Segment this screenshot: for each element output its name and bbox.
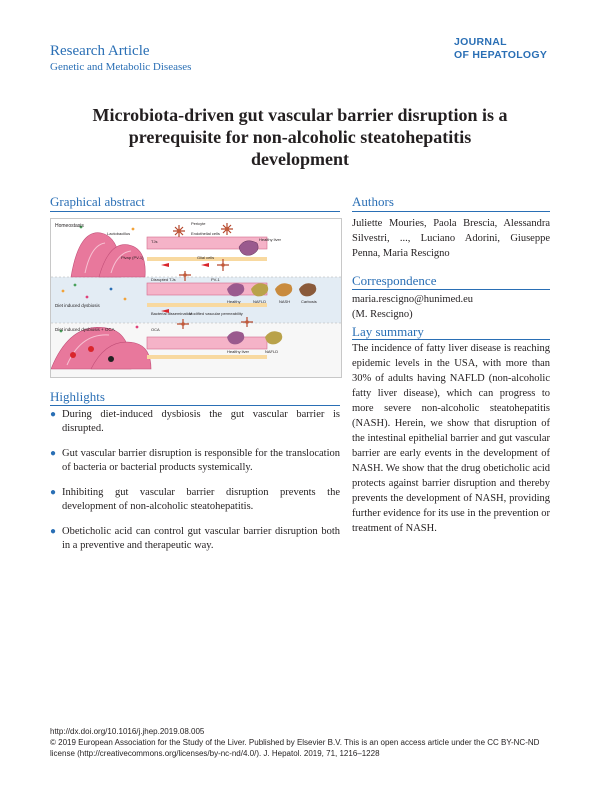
footer-doi-link[interactable]: http://dx.doi.org/10.1016/j.jhep.2019.08.005 [50, 727, 205, 736]
graphical-abstract-figure [50, 218, 342, 378]
section-subtype: Genetic and Metabolic Diseases [50, 61, 192, 73]
ga-label-pv1: PV-1 [211, 277, 220, 282]
correspondence-block [352, 292, 550, 322]
correspondence-heading: Correspondence [352, 273, 437, 288]
lay-summary-rule [352, 339, 550, 340]
ga-label-lactobacillus: Lactobacillus [107, 231, 131, 236]
highlight-item: ● During diet-induced dysbiosis the gut vascular barrier is disrupted. [50, 409, 340, 434]
bullet-icon: ● [50, 487, 57, 498]
ga-label-bacterial-dissemination: Bacterial dissemination [151, 311, 193, 316]
ga-label-vascular-permeability: Modified vascular permeability [189, 311, 243, 316]
article-title [60, 104, 540, 170]
bullet-icon: ● [50, 448, 57, 459]
highlights-rule [50, 405, 340, 406]
journal-logo [454, 36, 547, 62]
authors-rule [352, 211, 550, 212]
article-title-line2: prerequisite for non-alcoholic steatohepatitis [128, 127, 472, 147]
ga-label-nafld: NAFLD [253, 299, 267, 304]
ga-label-diet-oca: Diet induced dysbiosis + OCA [55, 327, 115, 332]
highlights-list [50, 408, 340, 564]
graphical-abstract-heading: Graphical abstract [50, 194, 145, 209]
journal-logo-line1: JOURNAL [454, 36, 507, 48]
ga-label-homeostasis: Homeostasis [55, 223, 84, 229]
section-type: Research Article [50, 43, 150, 59]
ga-label-endothelial: Endothelial cells [191, 231, 220, 236]
ga-label-nash: NASH [279, 299, 291, 304]
ga-label-nafld2: NAFLD [265, 349, 279, 354]
highlight-item: ● Gut vascular barrier disruption is responsible for the translocation of bacteria or bacterial products systemically. [50, 448, 340, 473]
footer-license: license (http://creativecommons.org/licenses/by-nc-nd/4.0/). J. Hepatol. 2019, 71, 1216–1228 [50, 749, 380, 758]
graphical-abstract-rule [50, 211, 340, 212]
correspondence-email[interactable]: maria.rescigno@hunimed.eu [352, 294, 474, 305]
correspondence-name: (M. Rescigno) [352, 309, 413, 320]
ga-label-carbosis: Carbosis [301, 299, 317, 304]
footer [50, 726, 560, 759]
ga-label-plvap: Plvap (PV-1) [121, 255, 144, 260]
bullet-icon: ● [50, 526, 57, 537]
ga-label-pericyte: Pericyte [191, 221, 206, 226]
highlights-heading: Highlights [50, 389, 105, 404]
authors-heading: Authors [352, 194, 394, 209]
ga-label-disrupted-tjs: Disrupted TJs [151, 277, 176, 282]
article-title-line3: development [251, 149, 349, 169]
highlight-item: ● Obeticholic acid can control gut vascular barrier disruption both in a preventive and therapeutic way. [50, 526, 340, 551]
lay-summary-text: The incidence of fatty liver disease is reaching epidemic levels in the USA, with more than 30% of adults having NAFLD (non-alcoholic fatty liver disease), which can progress to more severe non-alcoholic steatohepatitis (NASH). Herein, we show that disruption of the intestinal epithelial barrier and gut vascular barrier are early events in the development of NASH. We show that the drug obeticholic acid protects against barrier disruption and thereby prevents the development of NASH, providing further evidence for its use in the prevention or treatment of NASH. [352, 343, 550, 534]
article-title-line1: Microbiota-driven gut vascular barrier disruption is a [92, 105, 508, 125]
journal-logo-line2: OF HEPATOLOGY [454, 49, 548, 61]
authors-names: Juliette Mouries, Paola Brescia, Alessandra Silvestri, ..., Luciano Adorini, Giuseppe Penna, Maria Rescigno [352, 218, 550, 259]
lay-summary-heading: Lay summary [352, 324, 424, 339]
ga-label-healthy-liver: Healthy liver [259, 237, 282, 242]
correspondence-rule [352, 289, 550, 290]
ga-label-healthy: Healthy [227, 299, 241, 304]
ga-label-tjs: TJs [151, 239, 158, 244]
bullet-icon: ● [50, 409, 57, 420]
ga-label-glial: Glial cells [197, 255, 215, 260]
ga-label-diet-dysbiosis: Diet induced dysbiosis [55, 303, 100, 308]
highlight-item: ● Inhibiting gut vascular barrier disruption prevents the development of non-alcoholic steatohepatitis. [50, 487, 340, 512]
ga-label-healthy-liver2: Healthy liver [227, 349, 250, 354]
footer-copyright: © 2019 European Association for the Study of the Liver. Published by Elsevier B.V. This is an open access article under the CC BY-NC-ND [50, 738, 540, 747]
ga-label-oca: OCA [151, 327, 160, 332]
